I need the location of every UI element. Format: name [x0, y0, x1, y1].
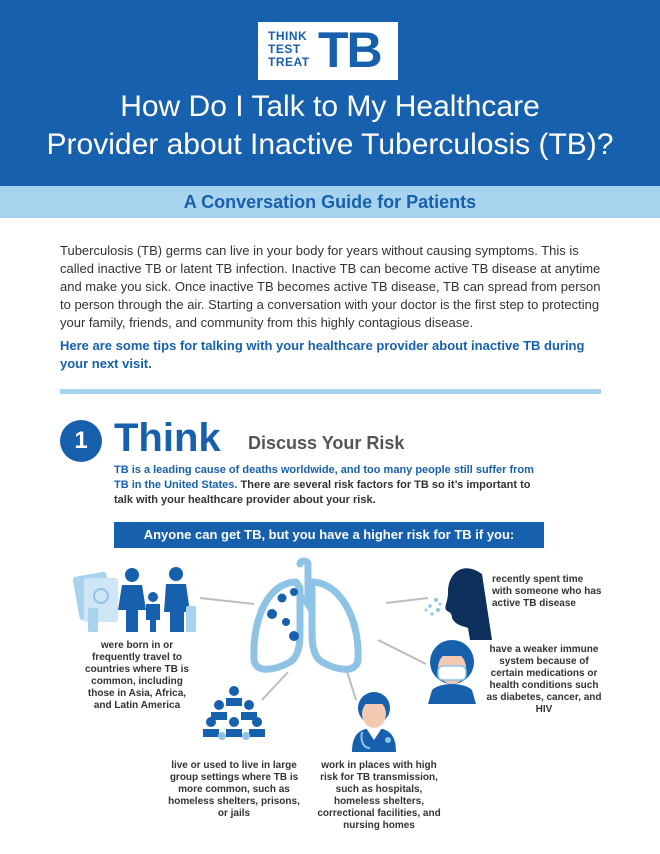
section-subheading: Discuss Your Risk — [248, 433, 405, 453]
intro-paragraph: Tuberculosis (TB) germs can live in your body for years without causing symptoms. This is called inactive TB or latent TB infection. Inactive TB can become active TB disease at anytime and make you sick. Once inactive TB becomes active TB disease, TB can spread from person to person through the air. Starting a conversation with your doctor is the first step to protecting your family, friends, and community from this highly contagious disease. — [60, 243, 601, 330]
risk-caption-travel: were born in or frequently travel to countries where TB is common, including those in Asia, Africa, and Latin America — [85, 640, 189, 711]
healthcare-worker-icon — [352, 692, 396, 752]
logo-think: THINK — [268, 29, 308, 43]
step-number-badge: 1 — [60, 420, 102, 462]
title-line-2: Provider about Inactive Tuberculosis (TB)? — [46, 128, 614, 161]
lungs-icon — [254, 561, 358, 669]
risk-caption-work: work in places with high risk for TB transmission, such as hospitals, homeless shelters, correctional facilities, and nursing homes — [317, 760, 441, 831]
title-line-1: How Do I Talk to My Healthcare — [120, 90, 540, 123]
family-travel-icon — [72, 567, 196, 632]
risk-lead: TB is a leading cause of deaths worldwide, and too many people still suffer from TB in the United States. — [114, 464, 534, 491]
logo-test: TEST — [268, 42, 301, 56]
coughing-person-icon — [425, 568, 492, 640]
group-people-icon — [203, 686, 265, 740]
subtitle: A Conversation Guide for Patients — [183, 192, 477, 212]
risk-caption-immune: have a weaker immune system because of certain medications or health conditions such as diabetes, cancer, and HIV — [486, 644, 602, 715]
section-heading: Think — [114, 416, 221, 460]
risk-body: There are several risk factors for TB so it’s important to talk with your healthcare provider about your risk. — [114, 479, 531, 506]
logo-treat: TREAT — [268, 55, 310, 69]
masked-person-icon — [428, 640, 476, 704]
tips-paragraph: Here are some tips for talking with your healthcare provider about inactive TB during your next visit. — [60, 338, 585, 371]
logo-tb: TB — [318, 22, 381, 78]
risk-caption-contact: recently spent time with someone who has active TB disease — [492, 574, 602, 609]
risk-caption-group: live or used to live in large group settings where TB is more common, such as homeless shelters, prisons, or jails — [168, 760, 300, 819]
risk-banner-text: Anyone can get TB, but you have a higher risk for TB if you: — [143, 527, 515, 542]
